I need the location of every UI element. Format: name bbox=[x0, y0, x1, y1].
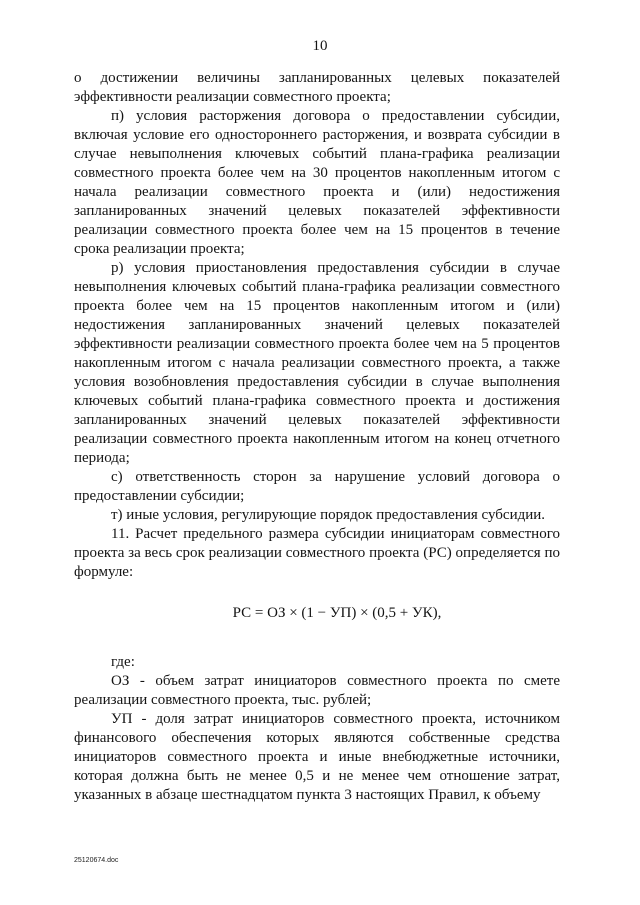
paragraph-item-t: т) иные условия, регулирующие порядок предоставления субсидии. bbox=[111, 507, 546, 523]
definition-up: УП - доля затрат инициаторов совместного проекта, источником финансового обеспечения которых являются собственные средства инициаторов совместного проекта и иные внебюджетные источники, которая должна быть не менее 0,5 и не менее чем отношение затрат, указанных в абзаце шестнадцатом пункта 3 настоящих Правил, к объему bbox=[74, 711, 560, 803]
where-label: где: bbox=[111, 654, 135, 670]
page-number: 10 bbox=[312, 38, 328, 54]
document-body bbox=[74, 69, 560, 805]
paragraph-item-s: с) ответственность сторон за нарушение условий договора о предоставлении субсидии; bbox=[74, 469, 560, 504]
paragraph-item-p: п) условия расторжения договора о предоставлении субсидии, включая условие его одностороннего расторжения, и возврата субсидии в случае невыполнения ключевых событий плана-графика реализации совместного проекта более чем на 30 процентов накопленным итогом с начала реализации совместного проекта и (или) недостижения запланированных значений целевых показателей эффективности реализации совместного проекта более чем на 15 процентов в течение срока реализации проекта; bbox=[74, 108, 560, 257]
paragraph-continuation: о достижении величины запланированных целевых показателей эффективности реализации совместного проекта; bbox=[74, 70, 560, 105]
subsidy-formula: РС = ОЗ × (1 − УП) × (0,5 + УК), bbox=[232, 605, 442, 621]
paragraph-clause-11: 11. Расчет предельного размера субсидии инициаторам совместного проекта за весь срок реализации совместного проекта (РС) определяется по формуле: bbox=[74, 526, 560, 580]
paragraph-item-r: р) условия приостановления предоставления субсидии в случае невыполнения ключевых событий плана-графика реализации совместного проекта более чем на 15 процентов накопленным итогом и (или) недостижения запланированных значений целевых показателей эффективности реализации совместного проекта более чем на 5 процентов накопленным итогом с начала реализации совместного проекта, а также условия возобновления предоставления субсидии в случае выполнения ключевых событий плана-графика совместного проекта и достижения запланированных значений целевых показателей эффективности реализации совместного проекта накопленным итогом на конец отчетного периода; bbox=[74, 260, 560, 466]
definition-oz: ОЗ - объем затрат инициаторов совместного проекта по смете реализации совместного проекта, тыс. рублей; bbox=[74, 673, 560, 708]
footer-file-name: 25120674.doc bbox=[74, 857, 119, 864]
